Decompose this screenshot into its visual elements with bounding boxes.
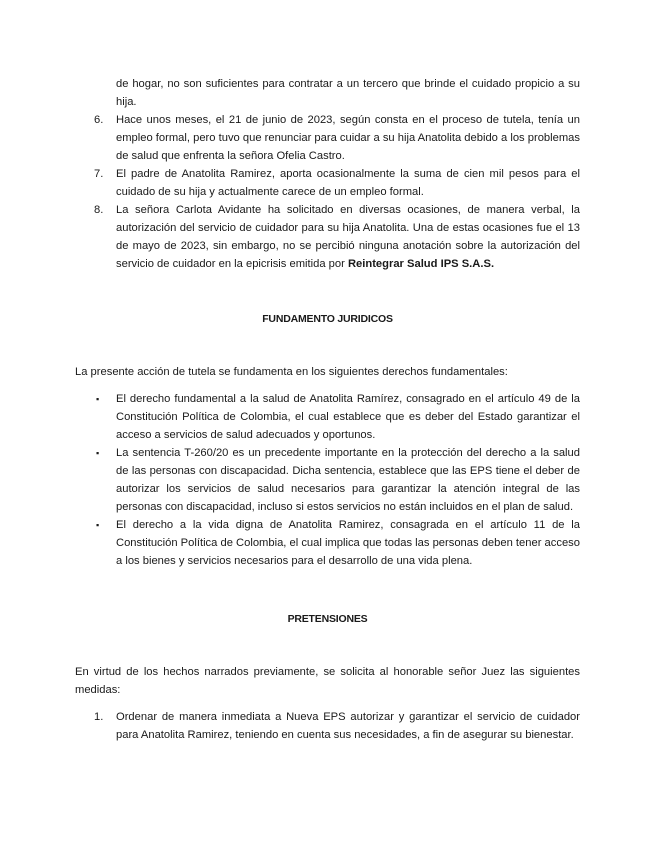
item-text: El derecho fundamental a la salud de Anatolita Ramírez, consagrado en el artículo 49 de la Constitución Política de Colombia, el cual establece que es deber del Estado garantizar el acceso a servicios de salud adecuados y oportunos. <box>116 393 580 441</box>
list-item <box>74 201 580 273</box>
item-text: La sentencia T-260/20 es un precedente importante en la protección del derecho a la salud de las personas con discapacidad. Dicha sentencia, establece que las EPS tiene el deber de autorizar los servicios de salud necesarios para garantizar la atención integral de las personas con discapacidad, incluso si estos servicios no están incluidos en el plan de salud. <box>116 447 580 513</box>
fundamento-list <box>74 390 580 570</box>
fundamento-intro: La presente acción de tutela se fundamenta en los siguientes derechos fundamentales: <box>75 366 508 378</box>
list-item <box>74 111 580 165</box>
hechos-list <box>74 111 580 273</box>
item-number: 1. <box>94 711 104 723</box>
item-text: Ordenar de manera inmediata a Nueva EPS autorizar y garantizar el servicio de cuidador para Anatolita Ramirez, teniendo en cuenta sus necesidades, a fin de asegurar su bienestar. <box>116 711 580 741</box>
pretensiones-intro: En virtud de los hechos narrados previamente, se solicita al honorable señor Juez las siguientes medidas: <box>75 666 580 696</box>
bullet-icon: ▪ <box>96 394 100 404</box>
item-text: Hace unos meses, el 21 de junio de 2023, según consta en el proceso de tutela, tenía un empleo formal, pero tuvo que renunciar para cuidar a su hija Anatolita debido a los problemas de salud que enfrenta la señora Ofelia Castro. <box>116 114 580 162</box>
list-item <box>74 516 580 570</box>
item-bold-entity: Reintegrar Salud IPS S.A.S. <box>347 258 495 270</box>
list-item <box>74 708 580 744</box>
item-text: El derecho a la vida digna de Anatolita Ramirez, consagrada en el artículo 11 de la Constitución Política de Colombia, el cual implica que todas las personas deben tener acceso a los bienes y servicios necesarios para el desarrollo de una vida plena. <box>116 519 580 567</box>
item-number: 6. <box>94 114 104 126</box>
section-heading-pretensiones: PRETENSIONES <box>287 613 368 625</box>
item-text: La señora Carlota Avidante ha solicitado en diversas ocasiones, de manera verbal, la autorización del servicio de cuidador para su hija Anatolita. Una de estas ocasiones fue el 13 de mayo de 2023, sin embargo, no se percibió ninguna anotación sobre la autorización del servicio de cuidador en la epicrisis emitida por <box>116 204 580 270</box>
bullet-icon: ▪ <box>96 520 100 530</box>
section-heading-fundamento: FUNDAMENTO JURIDICOS <box>262 313 393 325</box>
item-number: 8. <box>94 204 104 216</box>
item-number: 7. <box>94 168 104 180</box>
pretensiones-list <box>74 708 580 744</box>
list-item <box>74 390 580 444</box>
list-item <box>74 444 580 516</box>
bullet-icon: ▪ <box>96 448 100 458</box>
item-text: El padre de Anatolita Ramirez, aporta ocasionalmente la suma de cien mil pesos para el cuidado de su hija y actualmente carece de un empleo formal. <box>116 168 580 198</box>
list-item <box>74 165 580 201</box>
continuation-text: de hogar, no son suficientes para contratar a un tercero que brinde el cuidado propicio a su hija. <box>116 78 580 108</box>
